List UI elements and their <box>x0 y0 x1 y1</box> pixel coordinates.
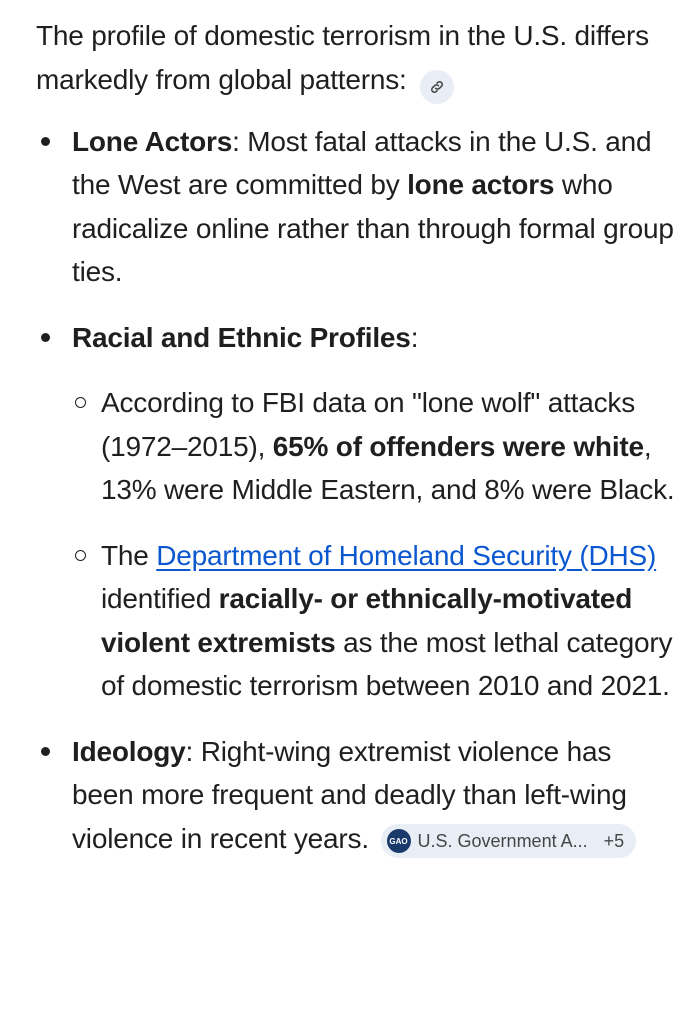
intro-text: The profile of domestic terrorism in the U.S. differs markedly from global patterns: <box>36 20 649 95</box>
gao-logo-icon: GAO <box>387 829 411 853</box>
source-more-count: +5 <box>603 830 625 851</box>
source-label: U.S. Government A... <box>417 830 588 851</box>
intro-paragraph <box>36 14 676 104</box>
response-content <box>36 14 676 882</box>
dhs-link[interactable]: Department of Homeland Security (DHS) <box>156 539 657 571</box>
bullet-list <box>36 120 676 861</box>
sub-list-item-fbi-data: According to FBI data on "lone wolf" attacks (1972–2015), 65% of offenders were white, 13% were Middle Eastern, and 8% were Black. <box>72 381 676 512</box>
bold-phrase: lone actors <box>407 169 555 200</box>
bold-phrase: racially- or ethnically-motivated violent extremists <box>101 583 633 658</box>
list-item-racial-profiles: Racial and Ethnic Profiles: According to FBI data on "lone wolf" attacks (1972–2015), 65% of offenders were white, 13% were Middle Eastern, and 8% were Black. The Department of Homeland Security (DHS) identified racially- or ethnically-motivated violent extremists as the most lethal category of domestic terrorism between 2010 and 2021. <box>36 316 676 708</box>
source-chip[interactable] <box>381 824 637 858</box>
bullet-title: Racial and Ethnic Profiles <box>72 321 411 353</box>
sub-list-item-dhs: The Department of Homeland Security (DHS) identified racially- or ethnically-motivated violent extremists as the most lethal category of domestic terrorism between 2010 and 2021. <box>72 534 676 708</box>
bold-phrase: 65% of offenders were white <box>272 430 644 462</box>
bullet-title: Lone Actors <box>72 125 233 157</box>
link-icon[interactable] <box>420 70 454 104</box>
list-item-ideology: Ideology: Right-wing extremist violence has been more frequent and deadly than left-wing violence in recent years. GAO U.S. Government A... +5 <box>36 730 676 861</box>
bullet-title: Ideology <box>72 735 186 767</box>
sub-bullet-list <box>72 381 676 708</box>
list-item-lone-actors: Lone Actors: Most fatal attacks in the U.S. and the West are committed by lone actors who radicalize online rather than through formal group ties. <box>36 120 676 294</box>
